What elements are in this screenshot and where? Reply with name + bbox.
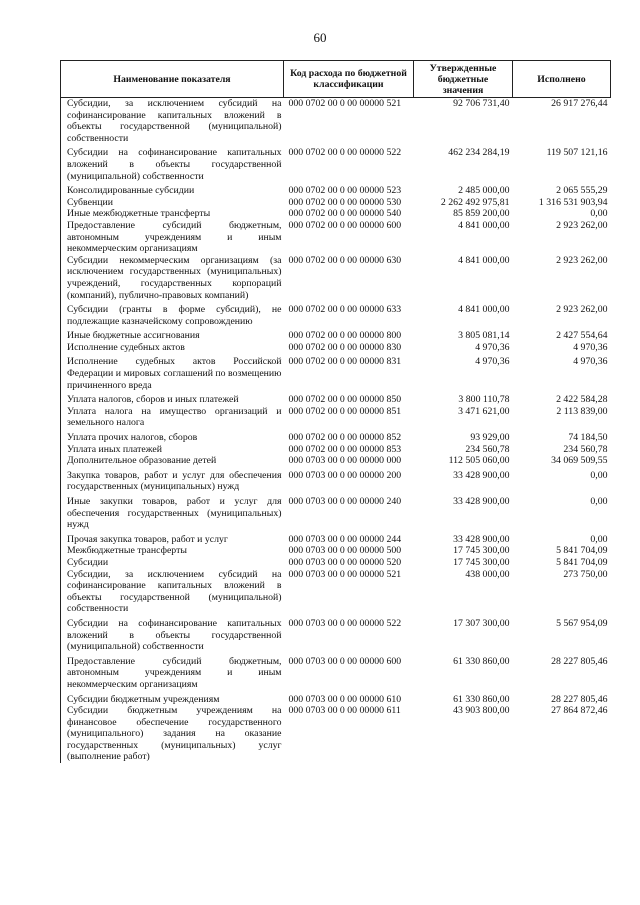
row-executed: 5 841 704,09 (556, 556, 608, 568)
row-code: 000 0703 00 0 00 00000 244 (288, 533, 402, 545)
table-row (61, 618, 611, 653)
row-code: 000 0702 00 0 00 00000 853 (288, 443, 402, 455)
table-row (61, 304, 611, 327)
row-name: Уплата прочих налогов, сборов (61, 432, 284, 444)
table-row (61, 705, 611, 763)
row-name: Дополнительное образование детей (61, 455, 284, 467)
row-code: 000 0702 00 0 00 00000 852 (288, 432, 402, 444)
row-approved: 112 505 060,00 (448, 455, 510, 467)
row-executed: 28 227 805,46 (551, 655, 608, 667)
row-executed: 119 507 121,16 (546, 147, 608, 159)
table-row (61, 455, 611, 467)
row-name: Уплата налога на имущество организаций и земельного налога (61, 406, 284, 429)
table-row (61, 406, 611, 429)
row-executed: 5 567 954,09 (556, 617, 608, 629)
table-row (61, 197, 611, 209)
row-name: Иные закупки товаров, работ и услуг для обеспечения государственных (муниципальных) нужд (61, 496, 284, 531)
row-code: 000 0702 00 0 00 00000 540 (288, 208, 402, 220)
table-row (61, 330, 611, 342)
table-row (61, 394, 611, 406)
row-approved: 43 903 800,00 (453, 705, 510, 717)
row-code: 000 0703 00 0 00 00000 500 (288, 545, 402, 557)
row-code: 000 0703 00 0 00 00000 240 (288, 496, 402, 507)
row-approved: 33 428 900,00 (453, 496, 510, 507)
row-executed: 5 841 704,09 (556, 545, 608, 557)
row-approved: 438 000,00 (465, 568, 510, 580)
row-approved: 3 800 110,78 (458, 394, 510, 406)
table-row (61, 432, 611, 444)
row-code: 000 0702 00 0 00 00000 800 (288, 330, 402, 342)
table-header (61, 61, 611, 98)
row-approved: 3 471 621,00 (458, 405, 510, 417)
row-approved: 4 841 000,00 (458, 254, 510, 266)
header-code: Код расхода по бюджетной классификации (284, 61, 414, 98)
header-executed: Исполнено (513, 61, 611, 98)
row-approved: 4 970,36 (475, 356, 510, 368)
table-row (61, 208, 611, 220)
row-code: 000 0702 00 0 00 00000 600 (288, 219, 402, 231)
row-executed: 27 864 872,46 (551, 705, 608, 717)
row-approved: 4 841 000,00 (458, 304, 510, 316)
row-executed: 234 560,78 (563, 443, 608, 455)
row-approved: 17 745 300,00 (453, 545, 510, 557)
row-approved: 2 485 000,00 (458, 185, 510, 197)
row-name: Субсидии на софинансирование капитальных вложений в объекты государственной (муниципальной) собственности (61, 618, 284, 653)
row-code: 000 0703 00 0 00 00000 000 (288, 455, 402, 467)
table-row (61, 98, 611, 145)
row-executed: 26 917 276,44 (551, 98, 608, 109)
row-executed: 0,00 (590, 208, 608, 220)
row-executed: 273 750,00 (563, 568, 608, 580)
row-code: 000 0702 00 0 00 00000 522 (288, 147, 402, 159)
row-code: 000 0702 00 0 00 00000 530 (288, 196, 402, 208)
row-name: Субсидии, за исключением субсидий на софинансирование капитальных вложений в объекты государственной (муниципальной) собственности (61, 98, 284, 145)
table-row (61, 569, 611, 615)
row-executed: 4 970,36 (573, 356, 608, 368)
row-name: Иные межбюджетные трансферты (61, 208, 284, 220)
row-approved: 4 841 000,00 (458, 219, 510, 231)
row-approved: 462 234 284,19 (448, 147, 510, 159)
row-name: Субсидии (61, 557, 284, 569)
table-row (61, 185, 611, 197)
row-executed: 0,00 (590, 533, 608, 545)
table-row (61, 356, 611, 391)
table-body (61, 98, 611, 764)
row-code: 000 0702 00 0 00 00000 630 (288, 254, 402, 266)
row-name: Межбюджетные трансферты (61, 545, 284, 557)
row-approved: 92 706 731,40 (453, 98, 510, 109)
row-approved: 61 330 860,00 (453, 655, 510, 667)
row-name: Исполнение судебных актов Российской Федерации и мировых соглашений по возмещению причиненного вреда (61, 356, 284, 391)
row-executed: 1 316 531 903,94 (538, 196, 608, 208)
row-approved: 93 929,00 (470, 432, 510, 444)
row-executed: 0,00 (590, 496, 608, 507)
header-approved: Утвержденные бюджетные значения (414, 61, 513, 98)
table-row (61, 496, 611, 531)
table-row (61, 444, 611, 456)
table-row (61, 255, 611, 301)
row-approved: 17 307 300,00 (453, 617, 510, 629)
row-code: 000 0702 00 0 00 00000 831 (288, 356, 402, 368)
table-row (61, 470, 611, 493)
table-row (61, 694, 611, 706)
row-executed: 2 065 555,29 (556, 185, 608, 197)
header-name: Наименование показателя (61, 61, 284, 98)
row-name: Иные бюджетные ассигнования (61, 330, 284, 342)
row-executed: 2 923 262,00 (556, 254, 608, 266)
row-approved: 2 262 492 975,81 (440, 196, 510, 208)
row-name: Прочая закупка товаров, работ и услуг (61, 534, 284, 546)
page-number: 60 (313, 30, 327, 45)
row-name: Предоставление субсидий бюджетным, автономным учреждениям и иным некоммерческим организациям (61, 656, 284, 691)
row-code: 000 0702 00 0 00 00000 633 (288, 304, 402, 316)
row-approved: 4 970,36 (475, 341, 510, 353)
row-name: Консолидированные субсидии (61, 185, 284, 197)
row-approved: 234 560,78 (465, 443, 510, 455)
row-executed: 0,00 (590, 469, 608, 481)
row-name: Закупка товаров, работ и услуг для обеспечения государственных (муниципальных) нужд (61, 470, 284, 493)
row-approved: 61 330 860,00 (453, 693, 510, 705)
row-approved: 17 745 300,00 (453, 556, 510, 568)
row-executed: 2 427 554,64 (556, 330, 608, 342)
row-code: 000 0702 00 0 00 00000 523 (288, 185, 402, 197)
row-name: Уплата иных платежей (61, 444, 284, 456)
row-code: 000 0703 00 0 00 00000 600 (288, 655, 402, 667)
table-row (61, 656, 611, 691)
row-executed: 2 113 839,00 (556, 405, 608, 417)
row-code: 000 0703 00 0 00 00000 200 (288, 469, 402, 481)
row-name: Субсидии на софинансирование капитальных вложений в объекты государственной (муниципальной) собственности (61, 147, 284, 182)
table-row (61, 342, 611, 354)
row-code: 000 0702 00 0 00 00000 850 (288, 394, 402, 406)
row-approved: 33 428 900,00 (453, 533, 510, 545)
row-executed: 28 227 805,46 (551, 693, 608, 705)
table-row (61, 545, 611, 557)
row-name: Уплата налогов, сборов и иных платежей (61, 394, 284, 406)
row-name: Субсидии (гранты в форме субсидий), не подлежащие казначейскому сопровождению (61, 304, 284, 327)
row-executed: 74 184,50 (568, 432, 608, 444)
row-name: Субсидии бюджетным учреждениям (61, 694, 284, 706)
row-approved: 3 805 081,14 (458, 330, 510, 342)
row-executed: 2 923 262,00 (556, 304, 608, 316)
row-code: 000 0702 00 0 00 00000 521 (288, 98, 402, 109)
row-executed: 2 422 584,28 (556, 394, 608, 406)
budget-table (60, 60, 611, 763)
row-executed: 4 970,36 (573, 341, 608, 353)
row-name: Исполнение судебных актов (61, 342, 284, 354)
row-approved: 85 859 200,00 (453, 208, 510, 220)
table-row (61, 220, 611, 255)
row-code: 000 0703 00 0 00 00000 610 (288, 693, 402, 705)
row-code: 000 0703 00 0 00 00000 521 (288, 568, 402, 580)
row-code: 000 0702 00 0 00 00000 830 (288, 341, 402, 353)
table-row (61, 147, 611, 182)
row-executed: 2 923 262,00 (556, 219, 608, 231)
row-code: 000 0702 00 0 00 00000 851 (288, 405, 402, 417)
row-name: Предоставление субсидий бюджетным, автономным учреждениям и иным некоммерческим организациям (61, 220, 284, 255)
row-code: 000 0703 00 0 00 00000 611 (288, 705, 401, 717)
row-name: Субсидии, за исключением субсидий на софинансирование капитальных вложений в объекты государственной (муниципальной) собственности (61, 569, 284, 615)
table-row (61, 557, 611, 569)
row-name: Субсидии некоммерческим организациям (за исключением государственных (муниципальных) учреждений, государственных корпораций (компаний), публично-правовых компаний) (61, 255, 284, 301)
row-approved: 33 428 900,00 (453, 469, 510, 481)
row-name: Субсидии бюджетным учреждениям на финансовое обеспечение государственного (муниципального) задания на оказание государственных (муниципальных) услуг (выполнение работ) (61, 705, 284, 763)
table-row (61, 534, 611, 546)
row-executed: 34 069 509,55 (551, 455, 608, 467)
row-name: Субвенции (61, 197, 284, 209)
row-code: 000 0703 00 0 00 00000 520 (288, 556, 402, 568)
row-code: 000 0703 00 0 00 00000 522 (288, 617, 402, 629)
